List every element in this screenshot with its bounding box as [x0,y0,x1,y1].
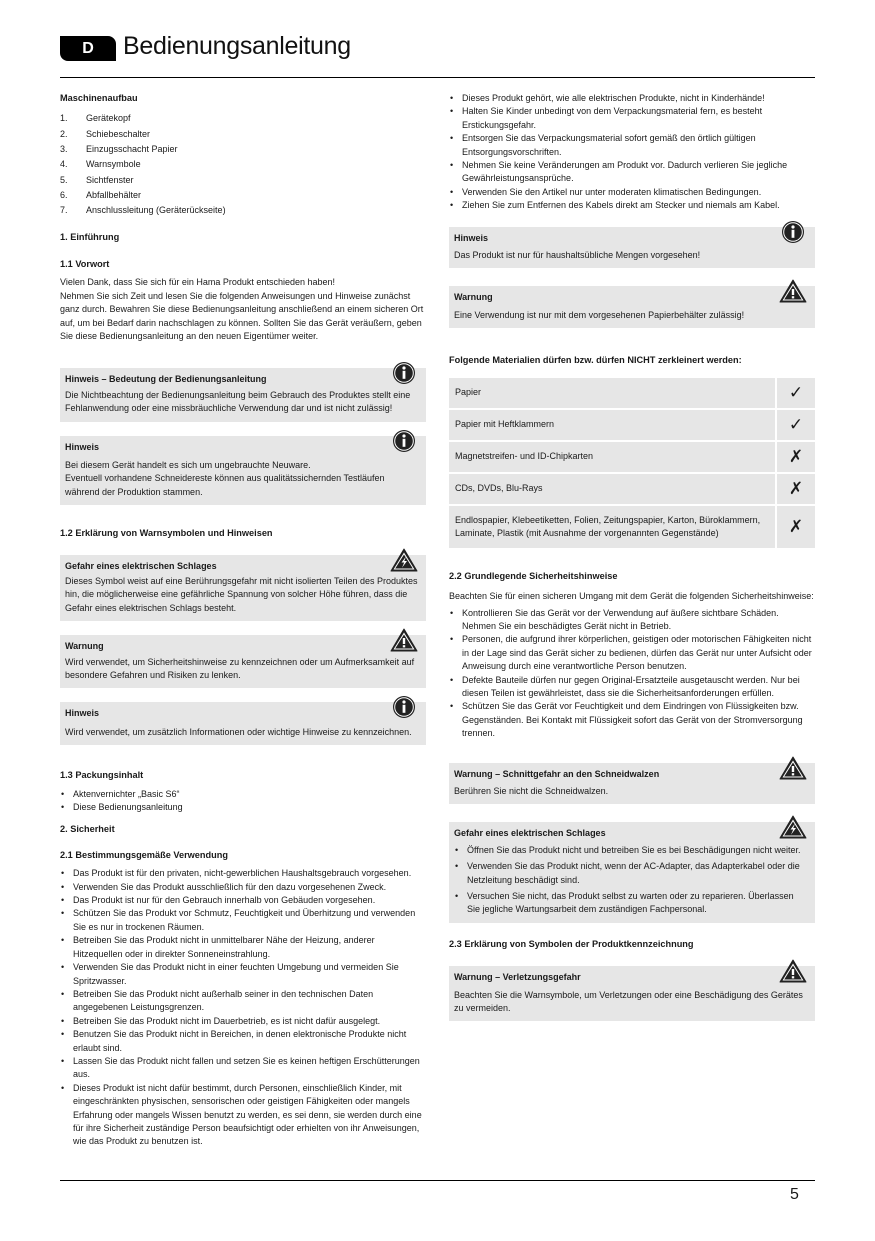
box-title: Warnung – Verletzungsgefahr [454,972,581,983]
box-text: Die Nichtbeachtung der Bedienungsanleitung beim Gebrauch des Produktes stellt eine Fehlanwendung oder eine missbräuchliche Verwendung dar und ist nicht zulässig! [65,389,411,414]
injury-warning-box [449,966,815,1021]
paragraph: Nehmen Sie sich Zeit und lesen Sie die folgenden Anweisungen und Hinweise zunächst ganz durch. Bewahren Sie diese Bedienungsanleitung anschließend an einem sicheren Ort auf, um bei Bedarf darin nachschlagen zu können. Sollten Sie das Gerät veräußern, geben Sie diese Bedienungsanleitung an den neuen Eigentümer weiter. [60,290,424,341]
paragraph: Beachten Sie für einen sicheren Umgang mit dem Gerät die folgenden Sicherheitshinweise: [449,591,814,602]
list-item: • Betreiben Sie das Produkt nicht außerhalb seiner in den technischen Daten angegebenen Leistungsgrenzen. [60,988,426,1015]
table-row [449,378,815,410]
list-item: • Halten Sie Kinder unbedingt von dem Verpackungsmaterial fern, es besteht Erstickungsgefahr. [449,105,815,132]
page-number: 5 [790,1186,799,1203]
electric-shock-icon [390,548,418,572]
material-label: CDs, DVDs, Blu-Rays [449,474,775,506]
not-allowed-cross-icon: ✗ [775,506,815,550]
box-title: Gefahr eines elektrischen Schlages [65,560,217,571]
list-item: • Dieses Produkt gehört, wie alle elektrischen Produkte, nicht in Kinderhände! [449,92,815,105]
page-header [60,32,815,78]
list-item: 3. Einzugsschacht Papier [60,144,178,154]
material-label: Magnetstreifen- und ID-Chipkarten [449,442,775,474]
list-item: • Verwenden Sie das Produkt ausschließlich für den dazu vorgesehenen Zweck. [60,881,426,894]
material-label: Papier [449,378,775,410]
list-item: • Versuchen Sie nicht, das Produkt selbst zu warten oder zu reparieren. Überlassen Sie jegliche Wartungsarbeit dem zuständigen Fachpersonal. [454,890,809,917]
note-box [60,436,426,506]
not-allowed-cross-icon: ✗ [775,442,815,474]
list-item: • Öffnen Sie das Produkt nicht und betreiben Sie es bei Beschädigungen nicht weiter. [454,844,809,857]
section-heading: 2.2 Grundlegende Sicherheitshinweise [449,570,618,581]
box-title: Warnung [65,641,104,652]
list-item: • Lassen Sie das Produkt nicht fallen und setzen Sie es keinen heftigen Erschütterungen aus. [60,1055,426,1082]
section-heading: 1.3 Packungsinhalt [60,770,144,781]
table-row [449,506,815,550]
box-title: Hinweis [454,232,489,243]
list-item: • Dieses Produkt ist nicht dafür bestimmt, durch Personen, einschließlich Kinder, mit eingeschränkten physischen, sensorischen oder geistigen Fähigkeiten oder mangels Erfahrung oder mangels Wissen benutzt zu werden, es sei denn, sie werden durch eine für ihre Sicherheit zuständige Person beaufsichtigt oder erhielten von ihr Anweisungen, wie das Produkt zu benutzen ist. [60,1082,426,1149]
language-badge: D [60,36,116,61]
box-text: Das Produkt ist nur für haushaltsübliche Mengen vorgesehen! [454,250,701,261]
list-item: • Nehmen Sie keine Veränderungen am Produkt vor. Dadurch verlieren Sie jegliche Gewährleistungsansprüche. [449,159,815,186]
left-column [60,92,426,1149]
box-text: Wird verwendet, um zusätzlich Informationen oder wichtige Hinweise zu kennzeichnen. [65,726,412,737]
list-item: • Verwenden Sie das Produkt nicht, wenn der AC-Adapter, das Adapterkabel oder die Netzleitung beschädigt sind. [454,860,809,887]
materials-heading: Folgende Materialien dürfen bzw. dürfen NICHT zerkleinert werden: [449,355,742,366]
list-item: 2. Schiebeschalter [60,128,151,139]
machine-structure-heading: Maschinenaufbau [60,93,138,103]
warning-icon [779,756,807,780]
list-item: • Betreiben Sie das Produkt nicht in unmittelbarer Nähe der Heizung, anderer Hitzequellen oder in direkter Sonneneinstrahlung. [60,934,426,961]
section-heading: 1.2 Erklärung von Warnsymbolen und Hinweisen [60,528,273,539]
cut-warning-box [449,763,815,805]
warning-box [449,286,815,328]
info-icon [392,361,416,385]
list-item: 4. Warnsymbole [60,159,141,170]
box-text: Eine Verwendung ist nur mit dem vorgesehenen Papierbehälter zulässig! [454,309,745,320]
warning-icon [390,628,418,652]
list-item: • Betreiben Sie das Produkt nicht im Dauerbetrieb, es ist nicht dafür ausgelegt. [60,1015,426,1028]
box-text: Eventuell vorhandene Schneidereste können aus qualitätssichernden Testläufen während der Produktion stammen. [65,473,385,497]
shock-list [454,844,809,917]
allowed-check-icon: ✓ [775,378,815,410]
list-item: • Benutzen Sie das Produkt nicht in Bereichen, in denen elektronische Produkte nicht erlaubt sind. [60,1028,426,1055]
list-item: 5. Sichtfenster [60,174,134,185]
list-item: • Schützen Sie das Gerät vor Feuchtigkeit und dem Eindringen von Flüssigkeiten bzw. Gegenständen. Bei Kontakt mit Flüssigkeit sofort das Gerät von der Stromversorgung trennen. [449,700,815,740]
right-column [449,92,815,1021]
safety-list [449,607,815,741]
list-item: • Schützen Sie das Produkt vor Schmutz, Feuchtigkeit und Überhitzung und verwenden Sie es nur in trockenen Räumen. [60,907,426,934]
box-text: Dieses Symbol weist auf eine Berührungsgefahr mit nicht isolierten Teilen des Produktes hin, die möglicherweise eine gefährliche Spannung von solcher Höhe führen, dass die Gefahr eines elektrischen Schlags besteht. [65,575,418,613]
intended-use-list-continued [449,92,815,213]
allowed-check-icon: ✓ [775,410,815,442]
section-heading: 1. Einführung [60,232,120,243]
not-allowed-cross-icon: ✗ [775,474,815,506]
section-heading: 1.1 Vorwort [60,258,110,269]
intended-use-list [60,867,426,1149]
list-item: • Entsorgen Sie das Verpackungsmaterial sofort gemäß den örtlich gültigen Entsorgungsvorschriften. [449,132,815,159]
list-item: • Diese Bedienungsanleitung [60,801,426,814]
material-label: Papier mit Heftklammern [449,410,775,442]
materials-table [449,378,815,550]
box-text: Wird verwendet, um Sicherheitshinweise zu kennzeichnen oder um Aufmerksamkeit auf besondere Gefahren und Risiken zu lenken. [65,656,415,681]
info-icon [781,220,805,244]
electric-shock-icon [779,815,807,839]
info-icon [392,695,416,719]
list-item: • Ziehen Sie zum Entfernen des Kabels direkt am Stecker und niemals am Kabel. [449,199,815,212]
warning-icon [779,959,807,983]
list-item: 7. Anschlussleitung (Geräterückseite) [60,205,226,216]
box-title: Gefahr eines elektrischen Schlages [454,828,606,839]
box-title: Hinweis [65,441,100,452]
list-item: • Verwenden Sie den Artikel nur unter moderaten klimatischen Bedingungen. [449,186,815,199]
list-item: • Defekte Bauteile dürfen nur gegen Original-Ersatzteile ausgetauscht werden. Nur bei diesen Teilen ist gewährleistet, dass sie die Sicherheitsanforderungen erfüllen. [449,674,815,701]
table-row [449,442,815,474]
paragraph: Vielen Dank, dass Sie sich für ein Hama Produkt entschieden haben! [60,277,335,288]
list-item: • Das Produkt ist für den privaten, nicht-gewerblichen Haushaltsgebrauch vorgesehen. [60,867,426,880]
list-item: 6. Abfallbehälter [60,189,142,200]
electric-shock-box [60,555,426,622]
document-title: Bedienungsanleitung [123,32,351,60]
section-heading: 2.3 Erklärung von Symbolen der Produktkennzeichnung [449,938,694,949]
note-box [60,368,426,421]
table-row [449,474,815,506]
box-title: Hinweis [65,708,100,719]
machine-parts-list [60,111,426,218]
section-heading: 2.1 Bestimmungsgemäße Verwendung [60,849,228,860]
list-item: • Personen, die aufgrund ihrer körperlichen, geistigen oder motorischen Fähigkeiten nicht in der Lage sind das Gerät sicher zu bedienen, dürfen das Gerät nur unter Aufsicht oder Anweisung durch eine verantwortliche Person benutzen. [449,633,815,673]
list-item: 1. Gerätekopf [60,113,131,124]
material-label: Endlospapier, Klebeetiketten, Folien, Zeitungspapier, Karton, Büroklammern, Laminate, Plastik (mit Ausnahme der vorgenannten Gegenstände) [449,506,775,550]
list-item: • Das Produkt ist nur für den Gebrauch innerhalb von Gebäuden vorgesehen. [60,894,426,907]
note-box [60,702,426,745]
list-item: • Aktenvernichter „Basic S6“ [60,788,426,801]
note-box [449,227,815,269]
warning-icon [779,279,807,303]
section-heading: 2. Sicherheit [60,824,115,835]
list-item: • Kontrollieren Sie das Gerät vor der Verwendung auf äußere sichtbare Schäden. Nehmen Sie ein beschädigtes Gerät nicht in Betrieb. [449,607,815,634]
box-title: Hinweis – Bedeutung der Bedienungsanleitung [65,374,267,385]
table-row [449,410,815,442]
box-text: Berühren Sie nicht die Schneidwalzen. [454,785,609,796]
electric-shock-box [449,822,815,922]
box-text: Beachten Sie die Warnsymbole, um Verletzungen oder eine Beschädigung des Gerätes zu vermeiden. [454,989,803,1014]
box-text: Bei diesem Gerät handelt es sich um ungebrauchte Neuware. [65,459,311,470]
list-item: • Verwenden Sie das Produkt nicht in einer feuchten Umgebung und vermeiden Sie Spritzwasser. [60,961,426,988]
info-icon [392,429,416,453]
warning-box [60,635,426,688]
footer-divider [60,1180,815,1181]
box-title: Warnung [454,292,493,303]
package-contents-list [60,788,426,815]
box-title: Warnung – Schnittgefahr an den Schneidwalzen [454,768,660,779]
